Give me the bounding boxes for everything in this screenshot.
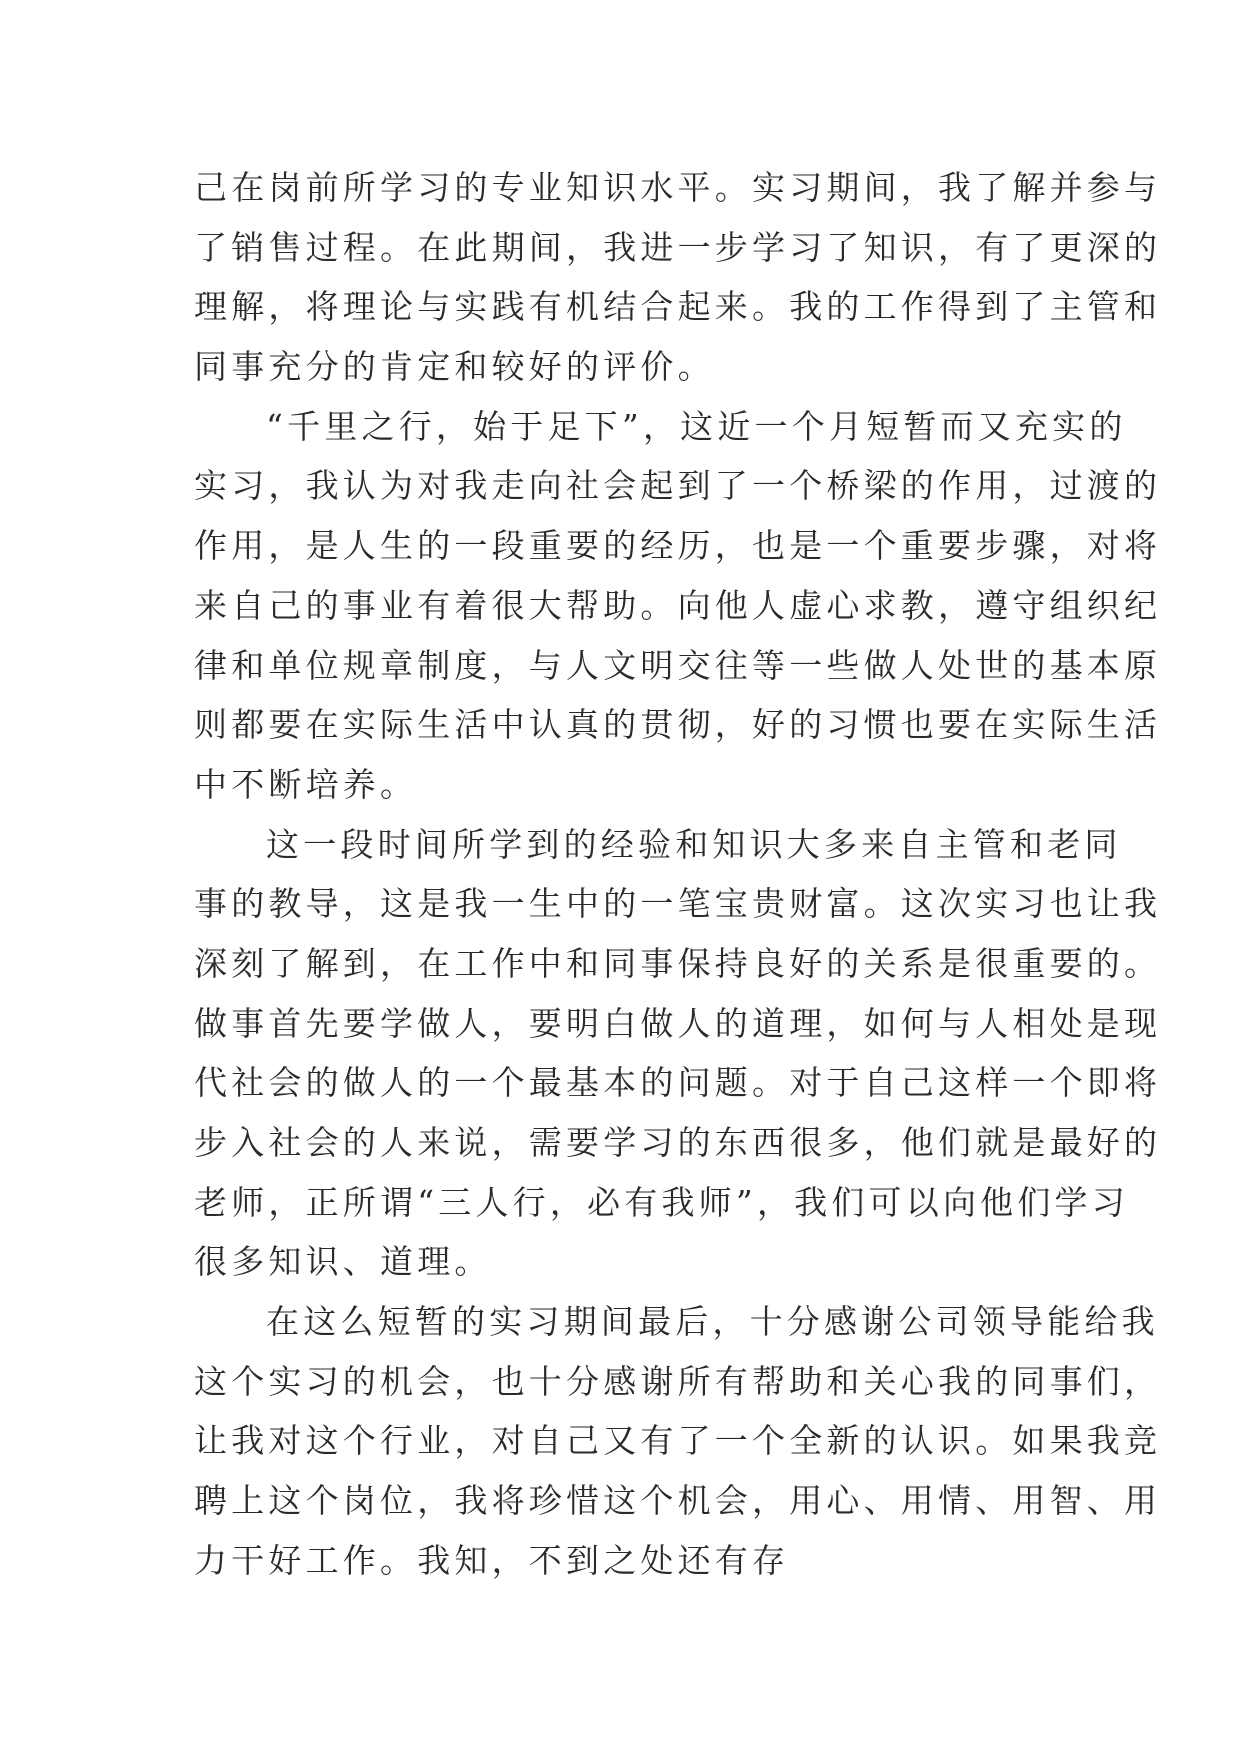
paragraph-4-line-3: 让我对这个行业，对自己又有了一个全新的认识。如果我竞: [194, 1421, 1162, 1461]
paragraph-2-line-6: 则都要在实际生活中认真的贯彻，好的习惯也要在实际生活: [194, 705, 1162, 745]
document-body: [194, 158, 1162, 1591]
paragraph-2-line-2: 实习，我认为对我走向社会起到了一个桥梁的作用，过渡的: [194, 466, 1162, 506]
paragraph-3-line-5: 代社会的做人的一个最基本的问题。对于自己这样一个即将: [194, 1063, 1162, 1103]
paragraph-4-line-4: 聘上这个岗位，我将珍惜这个机会，用心、用情、用智、用: [194, 1481, 1162, 1521]
paragraph-3-line-4: 做事首先要学做人，要明白做人的道理，如何与人相处是现: [194, 1003, 1162, 1043]
paragraph-4-line-5: 力干好工作。我知，不到之处还有存: [194, 1540, 790, 1580]
paragraph-4-line-2: 这个实习的机会，也十分感谢所有帮助和关心我的同事们，: [194, 1361, 1162, 1401]
paragraph-1-line-4: 同事充分的肯定和较好的评价。: [194, 347, 715, 387]
paragraph-2-line-1: “千里之行，始于足下”，这近一个月短暂而又充实的: [266, 406, 1127, 446]
paragraph-3-line-8: 很多知识、道理。: [194, 1242, 492, 1282]
paragraph-1-line-1: 己在岗前所学习的专业知识水平。实习期间，我了解并参与: [194, 168, 1162, 207]
paragraph-4-line-1: 在这么短暂的实习期间最后，十分感谢公司领导能给我: [266, 1302, 1159, 1342]
paragraph-2-line-7: 中不断培养。: [194, 764, 418, 804]
paragraph-1-line-2: 了销售过程。在此期间，我进一步学习了知识，有了更深的: [194, 227, 1162, 267]
paragraph-1-line-3: 理解，将理论与实践有机结合起来。我的工作得到了主管和: [194, 287, 1162, 327]
paragraph-3-line-6: 步入社会的人来说，需要学习的东西很多，他们就是最好的: [194, 1123, 1162, 1162]
paragraph-2-line-3: 作用，是人生的一段重要的经历，也是一个重要步骤，对将: [194, 526, 1162, 566]
paragraph-2-line-4: 来自己的事业有着很大帮助。向他人虚心求教，遵守组织纪: [194, 585, 1162, 625]
paragraph-3-line-1: 这一段时间所学到的经验和知识大多来自主管和老同: [266, 824, 1122, 864]
paragraph-2-line-5: 律和单位规章制度，与人文明交往等一些做人处世的基本原: [194, 645, 1162, 685]
paragraph-3-line-3: 深刻了解到，在工作中和同事保持良好的关系是很重要的。: [194, 943, 1162, 983]
paragraph-3-line-2: 事的教导，这是我一生中的一笔宝贵财富。这次实习也让我: [194, 884, 1162, 924]
paragraph-3-line-7: 老师，正所谓“三人行，必有我师”，我们可以向他们学习: [194, 1182, 1129, 1222]
